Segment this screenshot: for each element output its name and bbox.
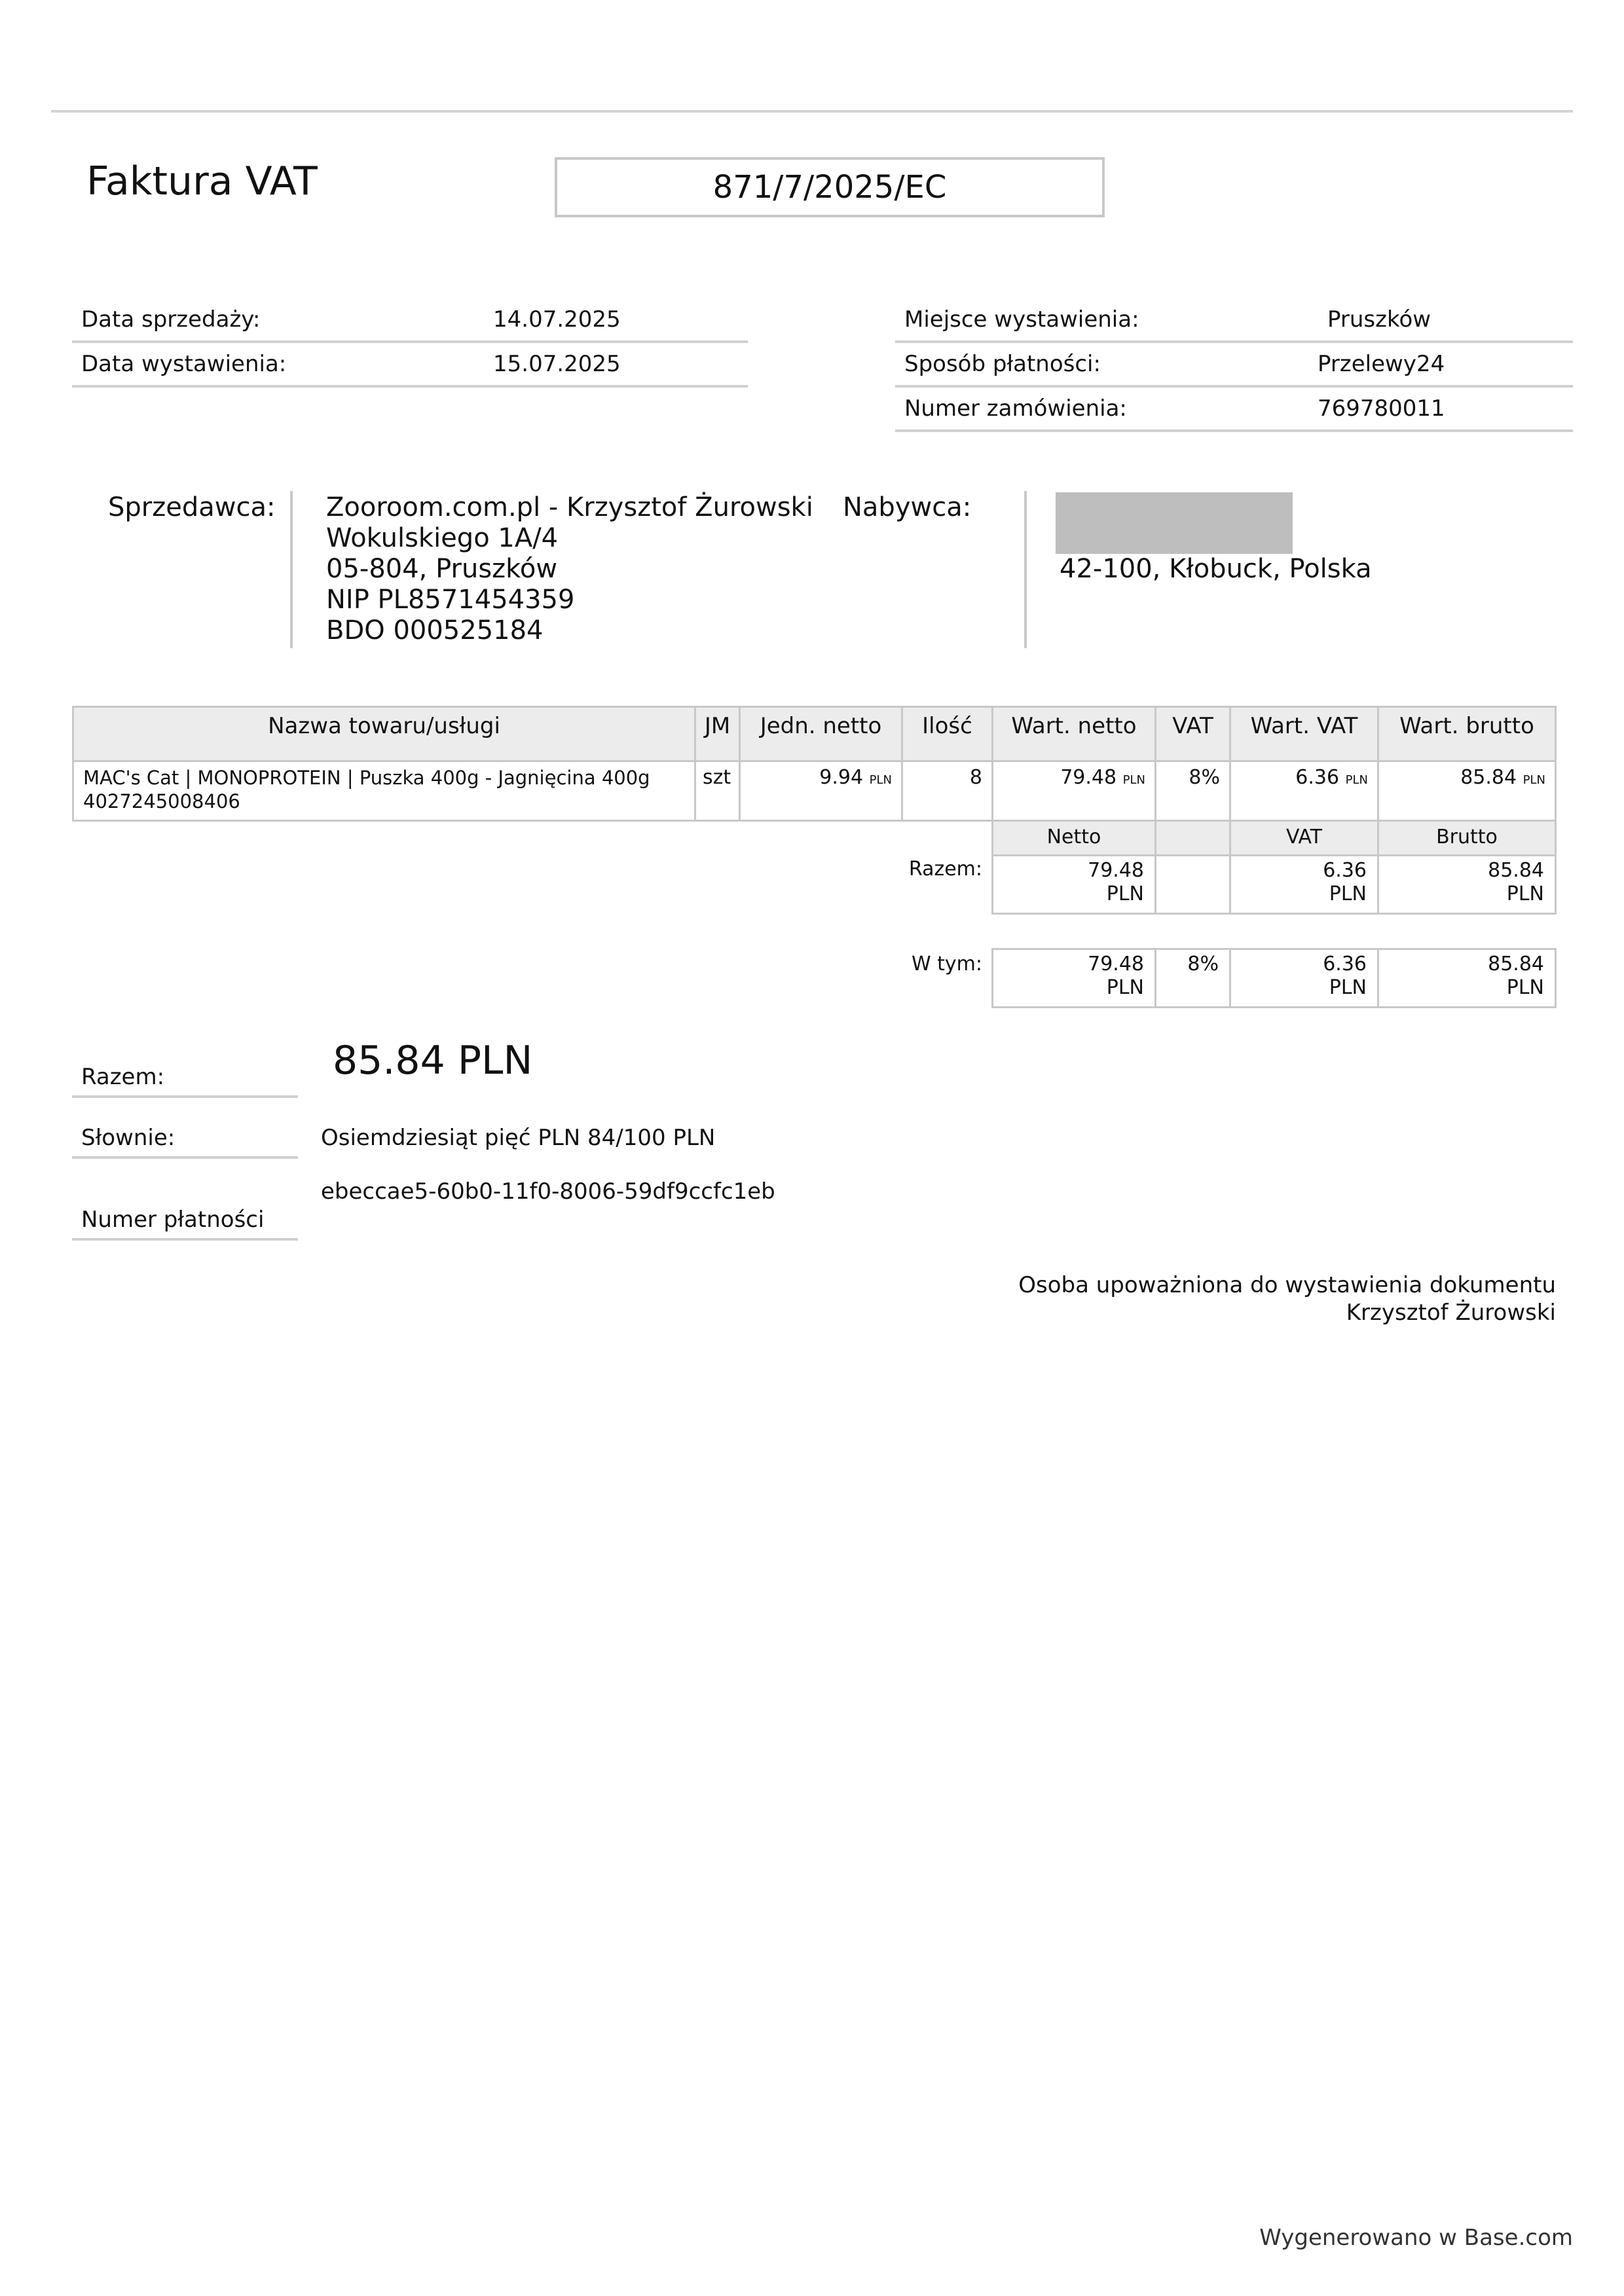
payment-method-value: Przelewy24	[1318, 351, 1445, 377]
summary-total-gross: 85.84	[1488, 859, 1544, 882]
seller-street: Wokulskiego 1A/4	[326, 523, 559, 553]
slownie-label: Słownie:	[72, 1125, 298, 1159]
col-header-gross: Wart. brutto	[1377, 706, 1557, 762]
summary-breakdown-gross-cell	[1377, 948, 1557, 1008]
col-header-vat: Wart. VAT	[1229, 706, 1379, 762]
summary-total-gross-cell	[1377, 854, 1557, 915]
invoice-number: 871/7/2025/EC	[555, 157, 1105, 217]
payment-method-label: Sposób płatności:	[904, 351, 1101, 377]
seller-nip: NIP PL8571454359	[326, 585, 575, 615]
summary-total-net-currency: PLN	[1106, 883, 1144, 905]
seller-city: 05-804, Pruszków	[326, 554, 558, 584]
summary-total-label: Razem:	[908, 858, 982, 881]
item-net-cell	[991, 760, 1156, 822]
place-row	[895, 301, 1573, 343]
sale-date-label: Data sprzedaży:	[81, 306, 261, 333]
place-label: Miejsce wystawienia:	[904, 306, 1139, 333]
sale-date-row	[72, 301, 748, 343]
payment-number-value: ebeccae5-60b0-11f0-8006-59df9ccfc1eb	[321, 1178, 775, 1205]
place-value: Pruszków	[1327, 306, 1431, 333]
document-title: Faktura VAT	[86, 158, 318, 204]
col-header-qty: Ilość	[901, 706, 993, 762]
col-header-vat-rate: VAT	[1154, 706, 1231, 762]
summary-breakdown-label: W tym:	[911, 953, 982, 975]
item-vat-cell	[1229, 760, 1379, 822]
col-header-name: Nazwa towaru/usługi	[72, 706, 696, 762]
item-vat: 6.36	[1295, 766, 1340, 789]
seller-label: Sprzedawca:	[108, 492, 276, 522]
summary-breakdown-vat: 6.36	[1323, 953, 1367, 975]
buyer-divider	[1024, 491, 1027, 648]
summary-breakdown-gross-currency: PLN	[1506, 976, 1544, 999]
seller-details	[326, 492, 813, 646]
signature-name: Krzysztof Żurowski	[1346, 1300, 1556, 1326]
top-divider	[51, 110, 1573, 113]
order-number-row	[895, 390, 1573, 432]
buyer-name-redacted	[1056, 492, 1293, 554]
summary-total-vat-cell	[1229, 854, 1379, 915]
item-qty: 8	[901, 760, 993, 822]
item-gross-cell	[1377, 760, 1557, 822]
col-header-net: Wart. netto	[991, 706, 1156, 762]
item-vat-rate: 8%	[1154, 760, 1231, 822]
item-name-cell	[72, 760, 696, 822]
sale-date-value: 14.07.2025	[493, 306, 621, 333]
seller-bdo: BDO 000525184	[326, 615, 544, 646]
col-header-unit: JM	[694, 706, 741, 762]
issue-date-label: Data wystawienia:	[81, 351, 287, 377]
item-unit-net-currency: PLN	[869, 773, 892, 787]
razem-value: 85.84 PLN	[333, 1038, 533, 1084]
item-gross-currency: PLN	[1522, 773, 1545, 787]
payment-number-label: Numer płatności	[72, 1207, 298, 1241]
signature-block	[1018, 1271, 1556, 1326]
issue-date-row	[72, 346, 748, 388]
razem-label: Razem:	[72, 1064, 298, 1098]
summary-header-gross: Brutto	[1377, 820, 1557, 856]
buyer-label: Nabywca:	[843, 492, 972, 522]
summary-header-vat: VAT	[1229, 820, 1379, 856]
buyer-address: 42-100, Kłobuck, Polska	[1060, 554, 1372, 584]
summary-total-empty	[1154, 854, 1231, 915]
item-unit-net-cell	[739, 760, 903, 822]
summary-breakdown-rate: 8%	[1154, 948, 1231, 1008]
col-header-unit-net: Jedn. netto	[739, 706, 903, 762]
summary-breakdown-net: 79.48	[1088, 953, 1144, 975]
seller-name: Zooroom.com.pl - Krzysztof Żurowski	[326, 492, 813, 522]
generated-by: Wygenerowano w Base.com	[1259, 2225, 1573, 2251]
summary-header-net: Netto	[991, 820, 1156, 856]
item-vat-currency: PLN	[1345, 773, 1368, 787]
summary-breakdown-vat-cell	[1229, 948, 1379, 1008]
signature-caption: Osoba upoważniona do wystawienia dokumentu	[1018, 1272, 1556, 1298]
summary-total-net-cell	[991, 854, 1156, 915]
payment-method-row	[895, 346, 1573, 388]
summary-total-net: 79.48	[1088, 859, 1144, 882]
summary-breakdown-net-cell	[991, 948, 1156, 1008]
slownie-value: Osiemdziesiąt pięć PLN 84/100 PLN	[321, 1125, 716, 1151]
order-number-label: Numer zamówienia:	[904, 395, 1127, 422]
item-net-currency: PLN	[1122, 773, 1145, 787]
item-net: 79.48	[1060, 766, 1117, 789]
issue-date-value: 15.07.2025	[493, 351, 621, 377]
item-gross: 85.84	[1460, 766, 1517, 789]
seller-divider	[290, 491, 293, 648]
summary-total-vat-currency: PLN	[1329, 883, 1367, 905]
item-name: MAC's Cat | MONOPROTEIN | Puszka 400g - Jagnięcina 400g	[83, 767, 650, 789]
summary-header-blank	[1154, 820, 1231, 856]
item-unit-net: 9.94	[819, 766, 864, 789]
summary-breakdown-net-currency: PLN	[1106, 976, 1144, 999]
summary-breakdown-gross: 85.84	[1488, 953, 1544, 975]
summary-total-gross-currency: PLN	[1506, 883, 1544, 905]
item-unit: szt	[694, 760, 741, 822]
item-code: 4027245008406	[83, 790, 240, 812]
order-number-value: 769780011	[1318, 395, 1445, 422]
summary-total-vat: 6.36	[1323, 859, 1367, 882]
summary-breakdown-vat-currency: PLN	[1329, 976, 1367, 999]
